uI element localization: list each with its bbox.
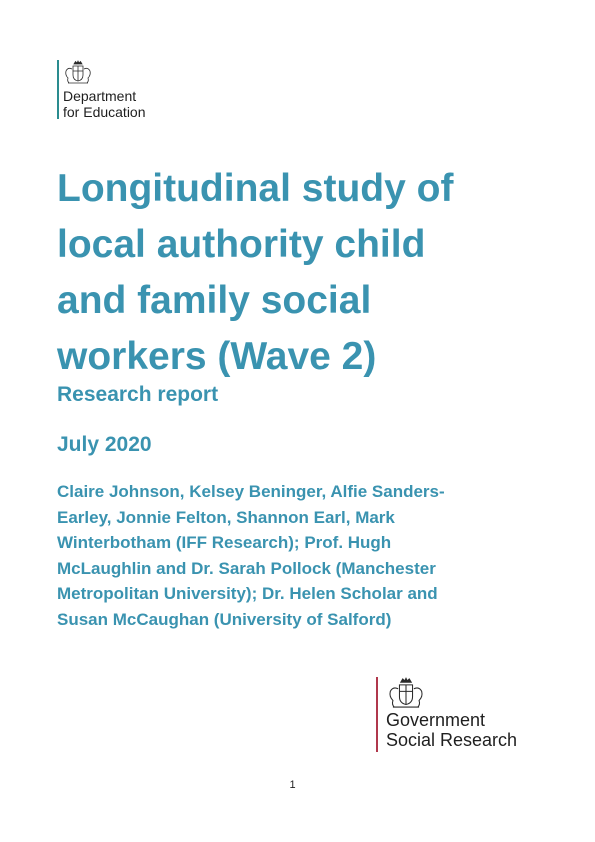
report-title [57, 161, 537, 385]
page-number: 1 [289, 779, 296, 791]
royal-coat-of-arms-icon [386, 677, 426, 711]
author-line: Earley, Jonnie Felton, Shannon Earl, Mark [57, 507, 395, 527]
report-title-line: workers (Wave 2) [57, 335, 377, 378]
author-line: Winterbotham (IFF Research); Prof. Hugh [57, 533, 392, 552]
report-authors [57, 479, 537, 632]
report-title-line: and family social [57, 279, 372, 322]
author-line: McLaughlin and Dr. Sarah Pollock (Manchester [57, 558, 436, 578]
royal-coat-of-arms-icon [63, 60, 93, 86]
government-social-research-logo [376, 677, 546, 757]
gsr-logo-line1: Government [386, 710, 486, 730]
author-line: Metropolitan University); Dr. Helen Scholar and [57, 584, 438, 603]
gsr-logo-rule [376, 677, 378, 752]
report-title-line: Longitudinal study of [57, 167, 454, 210]
gsr-logo-text [386, 710, 517, 750]
dfe-logo-line1: Department [63, 88, 137, 104]
author-line: Claire Johnson, Kelsey Beninger, Alfie Sanders- [57, 482, 445, 501]
dfe-logo-rule [57, 60, 59, 119]
report-title-line: local authority child [57, 223, 426, 266]
report-date: July 2020 [57, 433, 152, 456]
author-line: Susan McCaughan (University of Salford) [57, 609, 392, 629]
department-for-education-logo [57, 60, 177, 120]
report-subtitle: Research report [57, 383, 219, 406]
dfe-logo-line2: for Education [63, 104, 146, 120]
dfe-logo-text [63, 88, 146, 120]
gsr-logo-line2: Social Research [386, 730, 518, 750]
